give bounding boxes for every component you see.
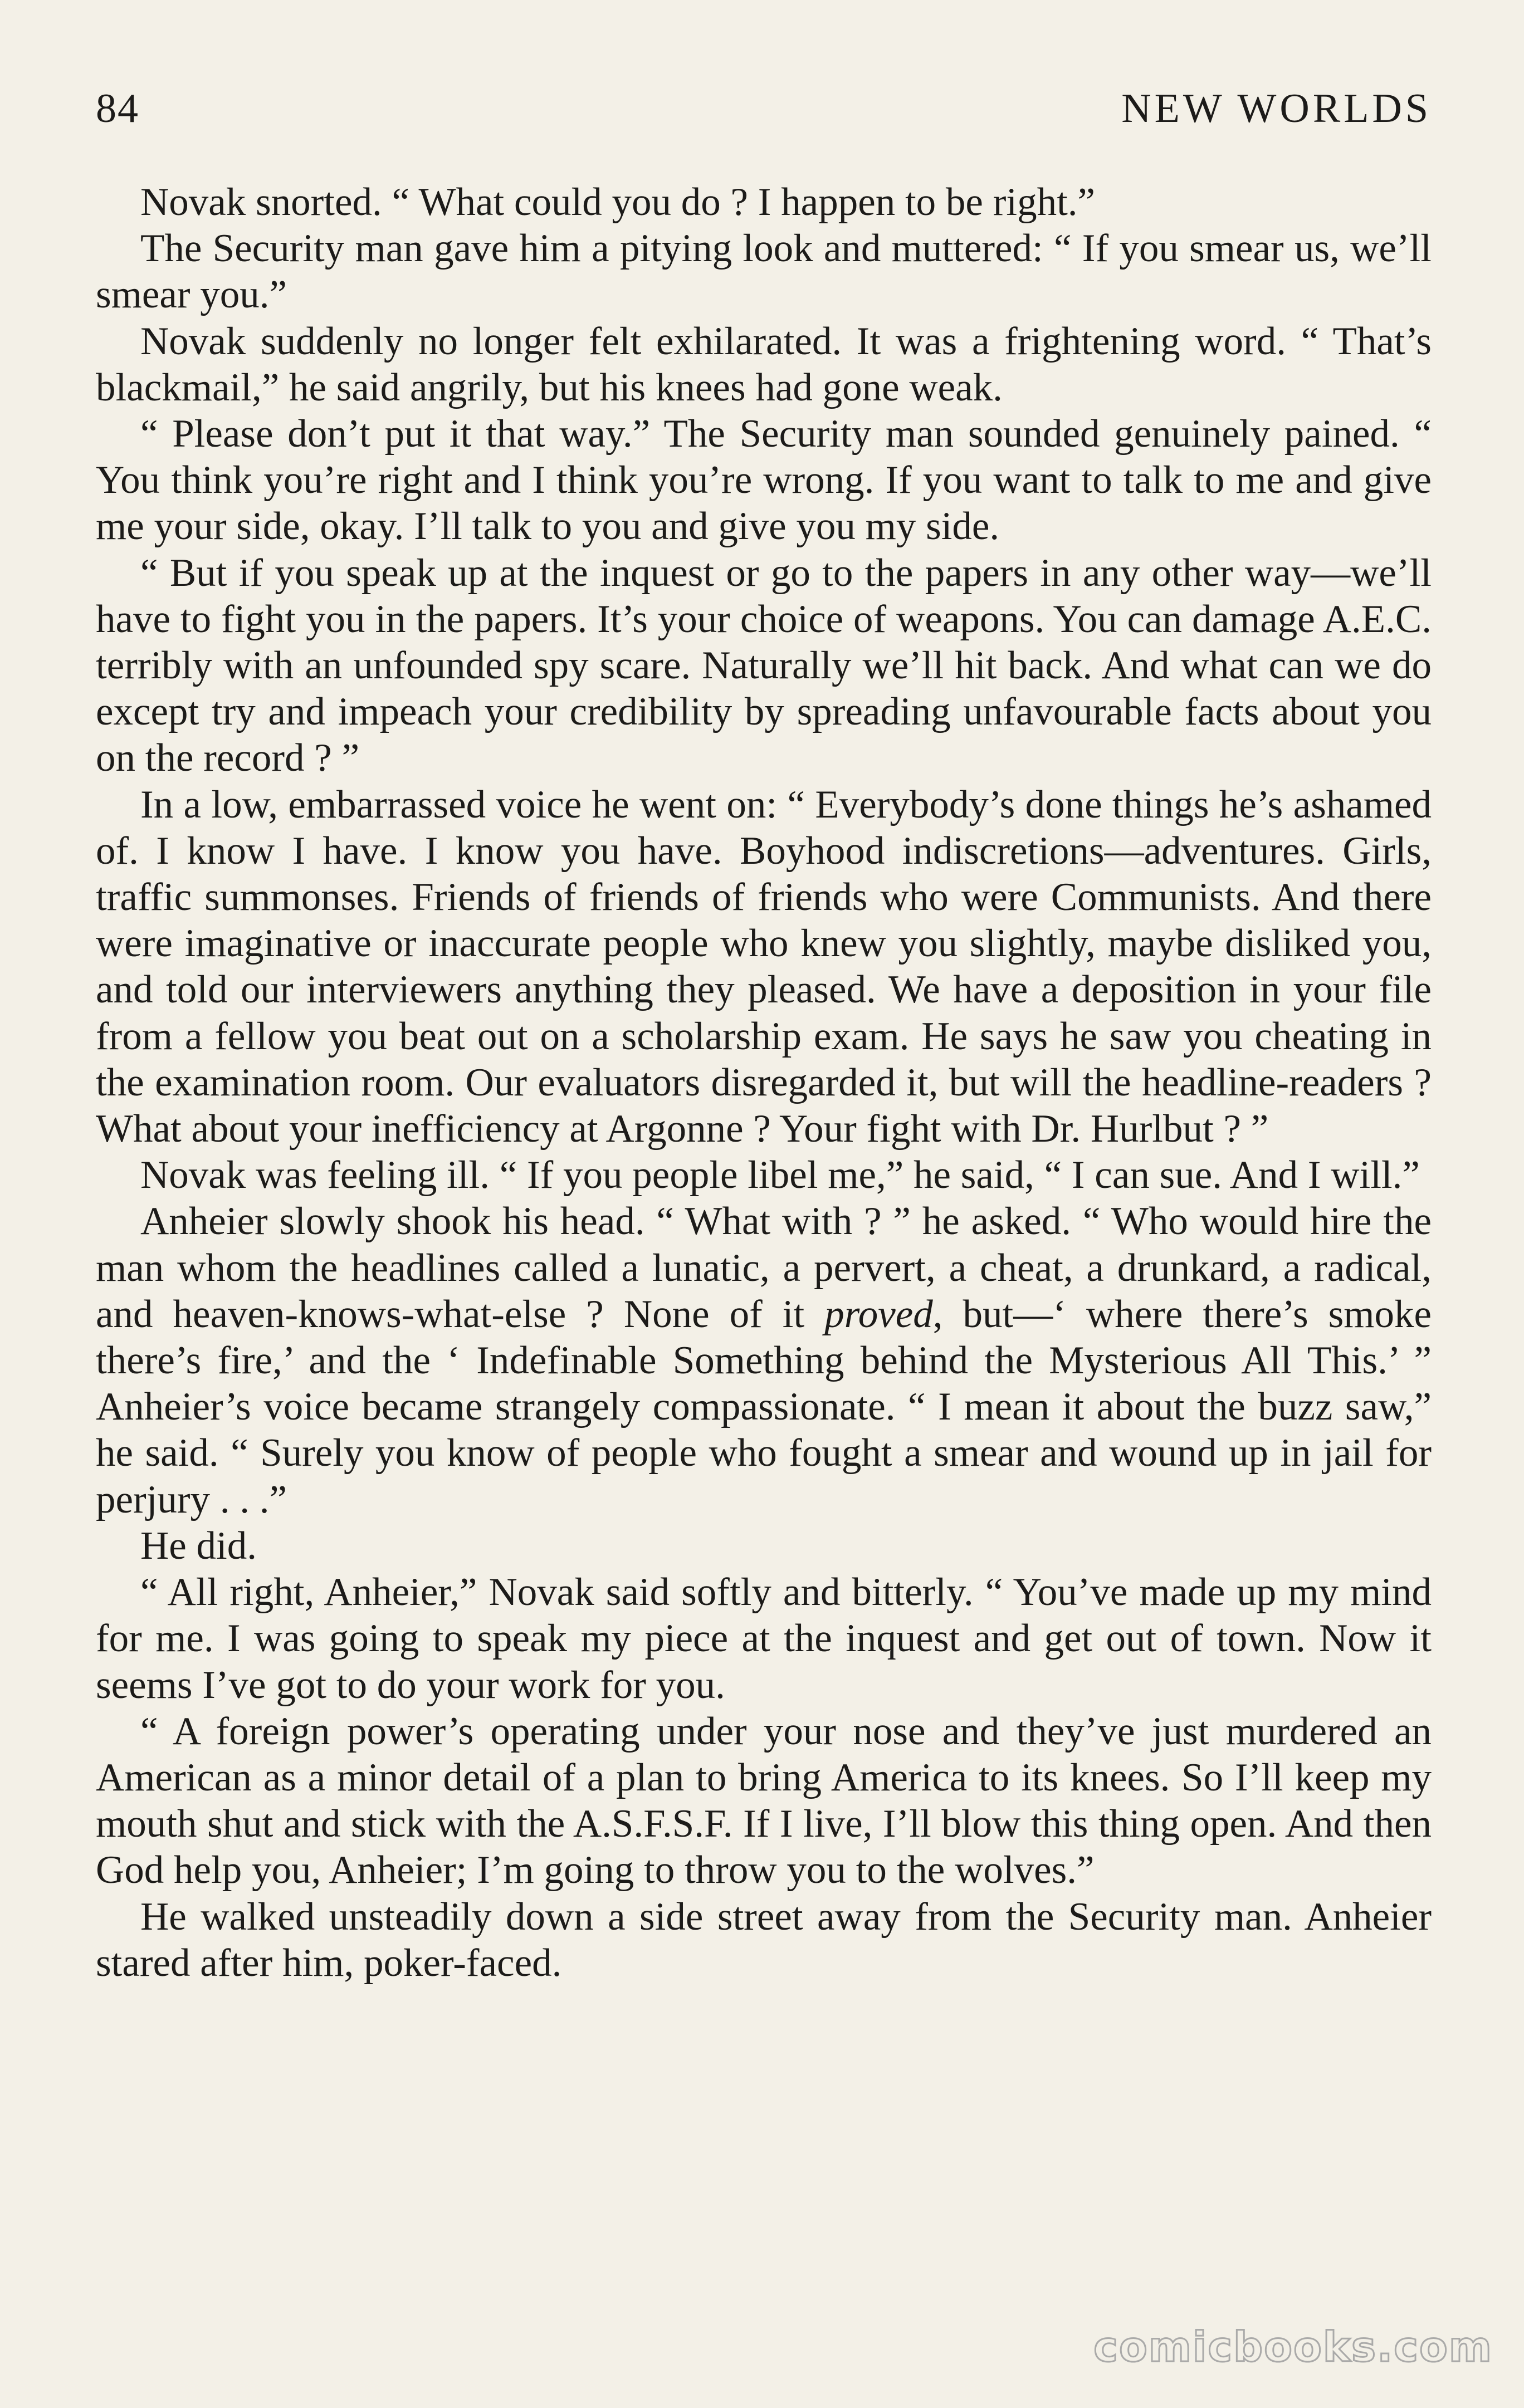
paragraph: He did.: [140, 1524, 257, 1568]
paragraph: “ A foreign power’s operating under your nose and they’ve just murdered an American as a minor detail of a plan to bring America to its knees. So I’ll keep my mouth shut and stick with the A.S.F.S.F. If I live, I’ll blow this thing open. And then God help you, Anheier; I’m going to throw you to the wolves.”: [96, 1709, 1432, 1892]
paragraph: Novak suddenly no longer felt exhilarated. It was a frightening word. “ That’s blackmail,” he said angrily, but his knees had gone weak.: [96, 319, 1432, 409]
paragraph-segment: Anheier slowly shook his head. “ What with ? ” he asked. “ Who would hire the man whom the headlines called a lunatic, a pervert, a cheat, a drunkard, a radical, and heaven-knows-what-else ? None of it: [96, 1200, 1432, 1336]
paragraph: “ All right, Anheier,” Novak said softly and bitterly. “ You’ve made up my mind for me. I was going to speak my piece at the inquest and get out of town. Now it seems I’ve got to do your work for you.: [96, 1570, 1432, 1707]
paragraph: Novak snorted. “ What could you do ? I happen to be right.”: [140, 180, 1096, 224]
running-title: NEW WORLDS: [1121, 86, 1432, 131]
watermark: comicbooks.com: [1093, 2323, 1493, 2371]
paragraph-segment: , but—‘ where there’s smoke there’s fire,’ and the ‘ Indefinable: [96, 1292, 1432, 1383]
paragraph: “ Please don’t put it that way.” The Security man sounded genuinely pained. “ You think you’re right and I think you’re wrong. If you want to talk to me and give me your side, okay. I’ll talk to you and give you my side.: [96, 412, 1432, 549]
paragraph: He walked unsteadily down a side street away from the Security man. Anheier stared after him, poker-faced.: [96, 1895, 1432, 1985]
paragraph: Novak was feeling ill. “ If you people libel me,” he said, “ I can sue. And I will.”: [140, 1153, 1420, 1197]
paragraph: “ But if you speak up at the inquest or go to the papers in any other way—we’ll have to fight you in the papers. It’s your choice of weapons. You can damage A.E.C. terribly with an unfounded spy scare. Naturally we’ll hit back. And what can we do except try and impeach your credibility by spreading unfavourable facts about you on the record ? ”: [96, 551, 1432, 780]
paragraph: In a low, embarrassed voice he went on: “ Everybody’s done things he’s ashamed of. I know I have. I know you have. Boyhood indiscretions—adventures. Girls, traffic summonses. Friends of friends of friends who were Communists. And there were imaginative or inaccurate people who knew you slightly, maybe disliked you, and told our interviewers anything they pleased. We have a deposition in your file from a fellow you beat out on a scholarship exam. He says he saw you cheating in the examination room. Our evaluators disregarded it, but will the headline-readers ? What about your inefficiency at Argonne ? Your fight with Dr. Hurlbut ? ”: [96, 782, 1432, 1151]
body-text: [96, 179, 1432, 1986]
paragraph: The Security man gave him a pitying look and muttered: “ If you smear us, we’ll smear you.”: [96, 227, 1432, 317]
paragraph-with-emphasis: [96, 1198, 1432, 1523]
paragraph-segment: Something behind the Mysterious All This.’ ” Anheier’s voice became strangely compassionate. “ I mean it about the buzz saw,” he said. “ Surely you know of people who fought a smear and wound up in jail for perjury . . .”: [96, 1339, 1432, 1521]
emphasized-word: proved: [824, 1292, 933, 1336]
page-number: 84: [96, 86, 139, 131]
running-head: [96, 84, 1432, 134]
